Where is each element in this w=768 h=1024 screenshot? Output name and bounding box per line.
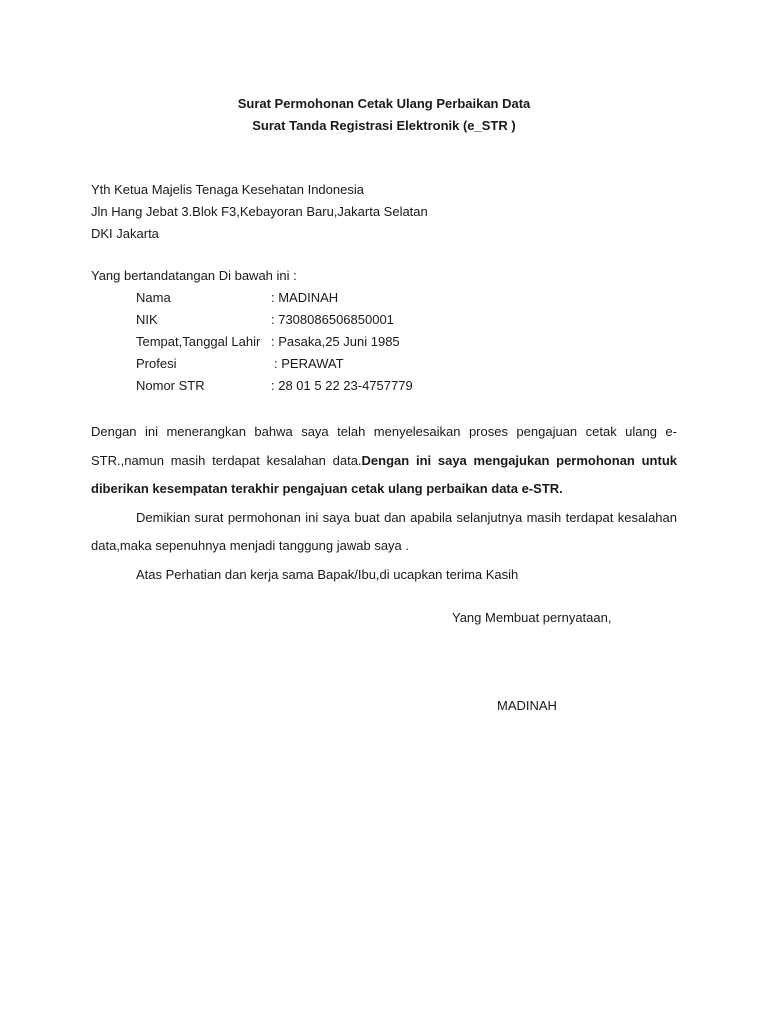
identity-label: Nomor STR [136,378,205,393]
identity-value: : 28 01 5 22 23-4757779 [271,378,413,393]
identity-label: Nama [136,290,171,305]
identity-value: : Pasaka,25 Juni 1985 [271,334,400,349]
intro-line: Yang bertandatangan Di bawah ini : [91,268,297,283]
body-paragraph-3: Atas Perhatian dan kerja sama Bapak/Ibu,di ucapkan terima Kasih [136,566,519,582]
identity-value: : PERAWAT [274,356,344,371]
recipient-line-1: Yth Ketua Majelis Tenaga Kesehatan Indonesia [91,182,364,197]
recipient-line-2: Jln Hang Jebat 3.Blok F3,Kebayoran Baru,Jakarta Selatan [91,204,428,219]
signer-name: MADINAH [497,698,557,713]
title-line-1: Surat Permohonan Cetak Ulang Perbaikan Data [237,96,531,111]
identity-row-nik [136,309,413,331]
identity-value: : 7308086506850001 [271,312,394,327]
title-line-2: Surat Tanda Registrasi Elektronik (e_STR ) [252,118,516,133]
identity-row-str [136,375,413,397]
body-paragraph-2: Demikian surat permohonan ini saya buat dan apabila selanjutnya masih terdapat kesalahan data,maka sepenuhnya menjadi tanggung jawab saya . [91,509,677,553]
body-paragraph-1-text: Dengan ini menerangkan bahwa saya telah menyelesaikan proses pengajuan cetak ulang e-STR.,namun masih terdapat kesalahan data. [91,424,677,468]
identity-label: Tempat,Tanggal Lahir [136,334,261,349]
identity-label: Profesi [136,356,177,371]
identity-row-ttl [136,331,413,353]
recipient-address [91,179,428,245]
letter-body [91,418,677,589]
closing-line: Yang Membuat pernyataan, [452,610,612,625]
body-paragraph-1 [91,418,677,504]
identity-label: NIK [136,312,158,327]
identity-table [136,287,413,397]
letter-title [0,93,768,137]
identity-row-nama [136,287,413,309]
identity-row-profesi [136,353,413,375]
identity-value: : MADINAH [271,290,339,305]
recipient-line-3: DKI Jakarta [91,226,159,241]
body-paragraph-1-bold: Dengan ini saya mengajukan permohonan untuk diberikan kesempatan terakhir pengajuan cetak ulang perbaikan data e-STR. [91,452,677,496]
